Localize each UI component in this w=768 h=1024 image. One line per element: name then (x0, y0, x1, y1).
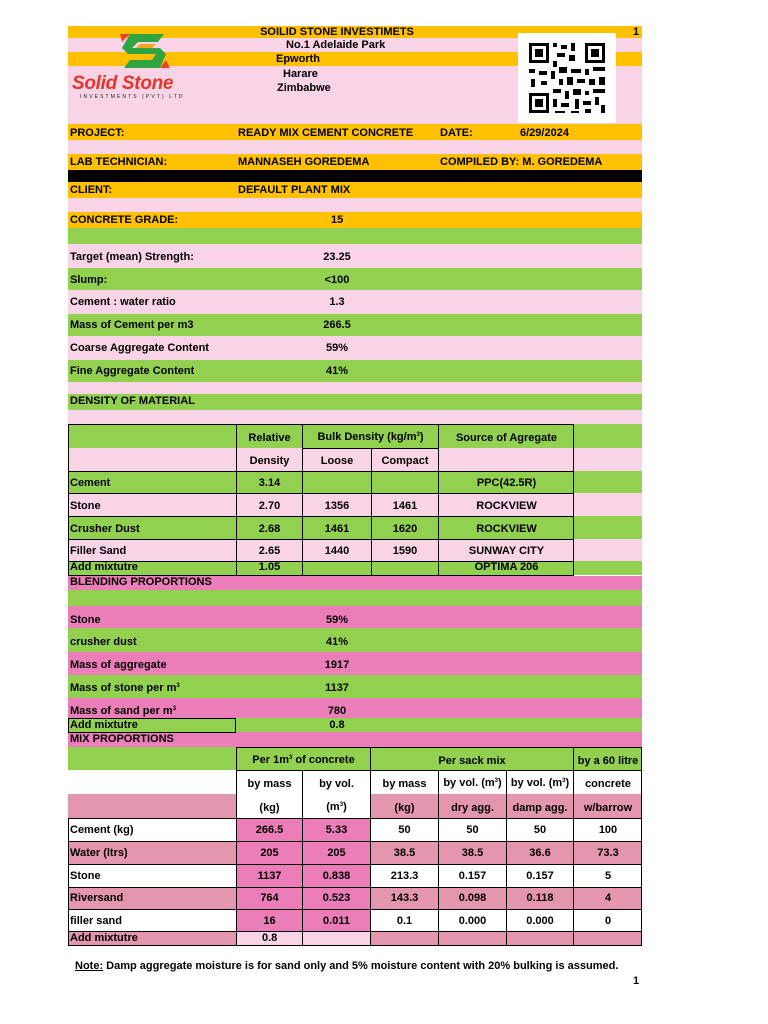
project-label: PROJECT: (70, 127, 125, 139)
density-title: DENSITY OF MATERIAL (70, 395, 195, 407)
blending-label: Mass of stone per $m^3$ (70, 682, 180, 694)
mix-admix-value: 0.8 (262, 932, 278, 944)
density-row-name: Cement (70, 477, 111, 489)
property-label: Coarse Aggregate Content (70, 342, 209, 354)
header-60-litre: by a 60 litre (577, 755, 639, 767)
mix-cell: 16 (263, 915, 276, 927)
mix-title: MIX PROPORTIONS (70, 733, 174, 745)
density-cell: OPTIMA 206 (474, 561, 539, 573)
density-cell: 1461 (324, 523, 350, 535)
lab-technician-value: MANNASEH GOREDEMA (238, 156, 370, 168)
density-cell: 1590 (392, 545, 418, 557)
mix-cell: 0.157 (458, 870, 487, 882)
property-value: 23.25 (323, 251, 351, 263)
address-line: Zimbabwe (277, 82, 331, 94)
header-bulk-density: Bulk Density $(kg/m^3)$ (317, 431, 424, 443)
mix-cell: 0.118 (526, 892, 554, 904)
property-label: Fine Aggregate Content (70, 365, 195, 377)
blending-value: 1137 (325, 682, 349, 694)
density-cell: 1461 (392, 500, 418, 512)
client-label: CLIENT: (70, 184, 113, 196)
mix-cell: 73.3 (597, 847, 619, 859)
logo-text: Solid Stone (72, 73, 174, 94)
blending-value: 780 (327, 705, 347, 717)
blending-label: Mass of aggregate (70, 659, 167, 671)
mix-row-name: Cement (kg) (70, 824, 134, 836)
header-dry-agg: dry agg. (451, 802, 494, 814)
mix-cell: 36.6 (529, 847, 551, 859)
logo-subtext: INVESTMENTS (PVT) LTD (80, 94, 185, 100)
mix-cell: 100 (598, 824, 618, 836)
mix-cell: 0.157 (526, 870, 554, 882)
date-label: DATE: (440, 127, 473, 139)
density-cell: 1620 (392, 523, 418, 535)
mix-admix-label: Add mixtutre (70, 932, 138, 944)
header-by-vol: by vol. (319, 778, 354, 790)
header-relative: Relative (248, 432, 291, 444)
header-by-mass: by mass (382, 778, 427, 790)
density-cell: 1.05 (258, 561, 281, 573)
property-label: Slump: (70, 274, 108, 286)
mix-cell: 38.5 (461, 847, 484, 859)
note: Note: Damp aggregate moisture is for sand only and 5% moisture content with 20% bulking is assumed. (75, 960, 619, 972)
density-cell: 3.14 (258, 477, 281, 489)
header-per-1m3: Per $1m^3$ of concrete (252, 754, 355, 766)
mix-cell: 205 (260, 847, 279, 859)
grade-label: CONCRETE GRADE: (70, 214, 179, 226)
mix-cell: 213.3 (390, 870, 419, 882)
mix-cell: 5.33 (325, 824, 348, 836)
blending-label: crusher dust (70, 636, 137, 648)
property-value: 41% (325, 365, 349, 377)
address-line: No.1 Adelaide Park (286, 39, 386, 51)
header-loose: Loose (320, 455, 354, 467)
header-by-mass: by mass (247, 778, 292, 790)
mix-cell: 4 (604, 892, 612, 904)
mix-cell: 143.3 (390, 892, 419, 904)
mix-cell: 50 (398, 824, 411, 836)
lab-technician-label: LAB TECHNICIAN: (70, 156, 168, 168)
density-cell: 2.65 (258, 545, 281, 557)
address-line: Harare (283, 68, 318, 80)
qr-code (518, 33, 616, 123)
header-m3: $(m^3)$ (326, 801, 347, 813)
property-label: Mass of Cement per m3 (70, 319, 194, 331)
density-cell: 1356 (324, 500, 350, 512)
blending-value: 1917 (324, 659, 350, 671)
header-damp-agg: damp agg. (512, 802, 568, 814)
mix-cell: 0.000 (458, 915, 487, 927)
mix-cell: 0.838 (322, 870, 351, 882)
density-row-name: Crusher Dust (70, 523, 140, 535)
header-source: Source of Agregate (455, 432, 558, 444)
header-density: Density (249, 455, 290, 467)
header-kg: (kg) (394, 802, 415, 814)
page-number-top: 1 (633, 26, 640, 38)
mix-row-name: Riversand (70, 892, 124, 904)
mix-cell: 205 (327, 847, 346, 859)
property-value: <100 (324, 274, 350, 286)
mix-cell: 38.5 (393, 847, 416, 859)
density-cell: SUNWAY CITY (468, 545, 545, 557)
mix-cell: 0.000 (526, 915, 554, 927)
density-cell: PPC(42.5R) (476, 477, 537, 489)
blending-admix-label: Add mixtutre (70, 719, 138, 731)
mix-cell: 0.1 (396, 915, 413, 927)
header-kg: (kg) (259, 802, 280, 814)
property-value: 1.3 (329, 296, 345, 308)
mix-cell: 1137 (257, 870, 282, 882)
logo-icon (112, 30, 174, 72)
blending-value: 59% (325, 614, 349, 626)
density-cell: 1440 (324, 545, 350, 557)
page-number-bottom: 1 (633, 975, 640, 987)
mix-cell: 50 (466, 824, 479, 836)
property-value: 59% (325, 342, 349, 354)
grade-value: 15 (331, 214, 344, 226)
blending-admix-value: 0.8 (329, 719, 345, 731)
mix-row-name: Water (ltrs) (70, 847, 128, 859)
blending-title: BLENDING PROPORTIONS (70, 576, 212, 588)
mix-cell: 0.098 (458, 892, 487, 904)
date-value: 6/29/2024 (520, 127, 569, 139)
density-row-name: Stone (70, 500, 101, 512)
mix-row-name: filler sand (70, 915, 122, 927)
header-concrete: concrete (585, 778, 631, 790)
header-compact: Compact (381, 455, 429, 467)
mix-cell: 50 (533, 824, 547, 836)
blending-label: Mass of sand per $m^3$ (70, 705, 177, 717)
address-line: Epworth (276, 53, 320, 65)
mix-cell: 0.523 (322, 892, 351, 904)
client-value: DEFAULT PLANT MIX (238, 184, 351, 196)
compiled-by: COMPILED BY: M. GOREDEMA (440, 156, 603, 168)
mix-cell: 266.5 (255, 824, 284, 836)
blending-value: 41% (325, 636, 349, 648)
density-row-name: Filler Sand (70, 545, 127, 557)
mix-row-name: Stone (70, 870, 101, 882)
mix-cell: 764 (260, 892, 279, 904)
density-cell: 2.70 (258, 500, 281, 512)
header-per-sack: Per sack mix (438, 755, 506, 767)
company-name: SOILID STONE INVESTIMETS (260, 26, 414, 38)
property-value: 266.5 (323, 319, 351, 331)
density-row-name: Add mixtutre (70, 561, 138, 573)
blending-label: Stone (70, 614, 101, 626)
header-by-vol-m3: by vol. $(m^3)$ (443, 777, 502, 789)
header-barrow: w/barrow (583, 802, 633, 814)
density-cell: 2.68 (258, 523, 281, 535)
mix-cell: 0 (604, 915, 612, 927)
property-label: Target (mean) Strength: (70, 251, 194, 263)
density-cell: ROCKVIEW (476, 523, 537, 535)
project-value: READY MIX CEMENT CONCRETE (238, 127, 414, 139)
density-cell: ROCKVIEW (476, 500, 537, 512)
mix-cell: 5 (604, 870, 612, 882)
mix-cell: 0.011 (323, 915, 350, 927)
property-label: Cement : water ratio (70, 296, 176, 308)
header-by-vol-m3: by vol. $(m^3)$ (510, 777, 570, 789)
